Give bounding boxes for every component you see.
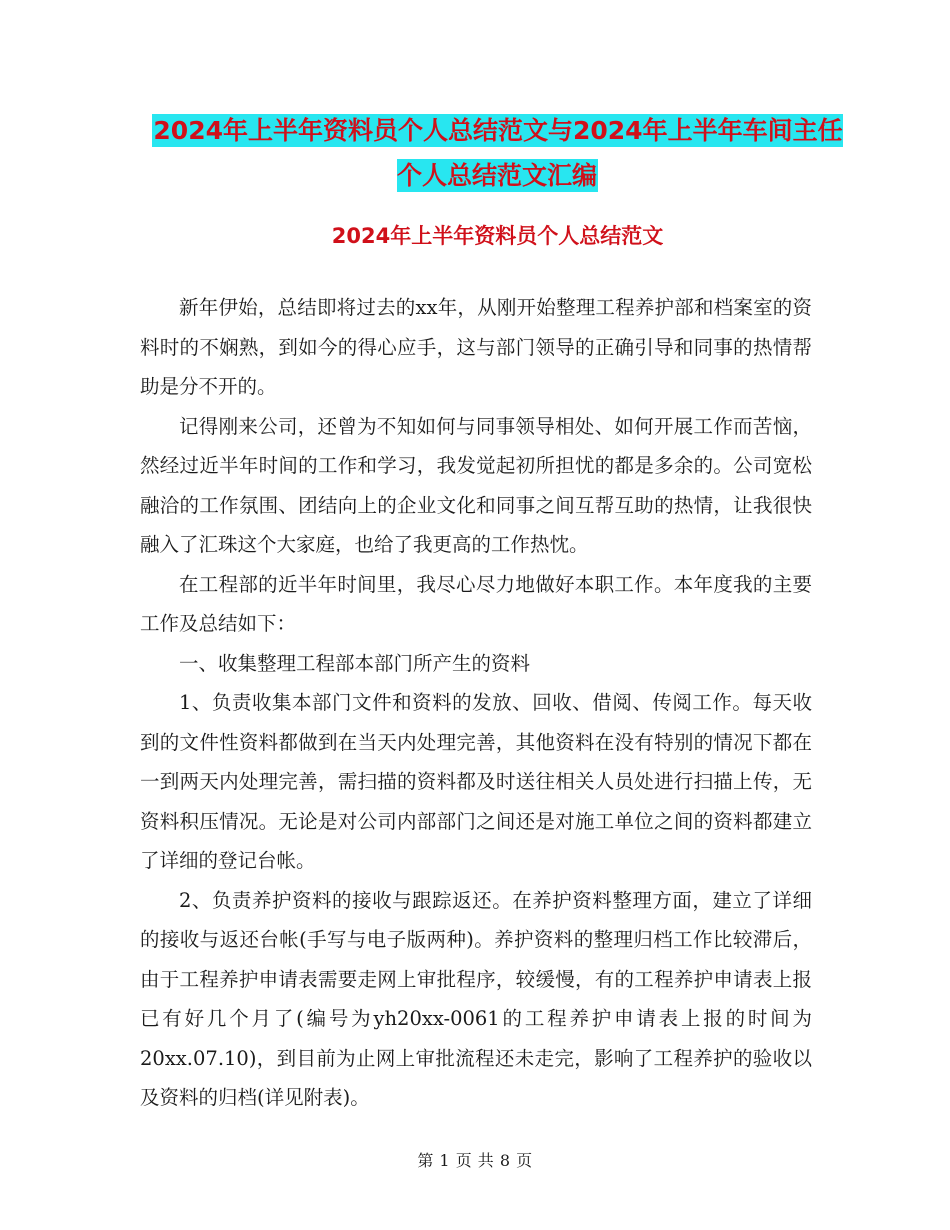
document-title	[140, 108, 855, 198]
section-title: 2024年上半年资料员个人总结范文	[331, 224, 664, 248]
document-title-text: 2024年上半年资料员个人总结范文与2024年上半年车间主任个人总结范文汇编	[153, 116, 843, 190]
paragraph: 在工程部的近半年时间里，我尽心尽力地做好本职工作。本年度我的主要工作及总结如下：	[140, 572, 812, 635]
paragraph: 1、负责收集本部门文件和资料的发放、回收、借阅、传阅工作。每天收到的文件性资料都做到在当天内处理完善，其他资料在没有特别的情况下都在一到两天内处理完善，需扫描的资料都及时送往相关人员处进行扫描上传，无资料积压情况。无论是对公司内部部门之间还是对施工单位之间的资料都建立了详细的登记台帐。	[140, 691, 812, 872]
page-footer: 第 1 页 共 8 页	[417, 1151, 533, 1170]
paragraph: 2、负责养护资料的接收与跟踪返还。在养护资料整理方面，建立了详细的接收与返还台帐(手写与电子版两种)。养护资料的整理归档工作比较滞后，由于工程养护申请表需要走网上审批程序，较缓慢，有的工程养护申请表上报已有好几个月了(编号为yh20xx-0061的工程养护申请表上报的时间为20xx.07.10)，到目前为止网上审批流程还未走完，影响了工程养护的验收以及资料的归档(详见附表)。	[140, 888, 812, 1109]
paragraph: 新年伊始，总结即将过去的xx年，从刚开始整理工程养护部和档案室的资料时的不娴熟，到如今的得心应手，这与部门领导的正确引导和同事的热情帮助是分不开的。	[140, 296, 812, 398]
paragraph: 记得刚来公司，还曾为不知如何与同事领导相处、如何开展工作而苦恼，然经过近半年时间的工作和学习，我发觉起初所担忧的都是多余的。公司宽松融洽的工作氛围、团结向上的企业文化和同事之间互帮互助的热情，让我很快融入了汇珠这个大家庭，也给了我更高的工作热忱。	[140, 414, 812, 556]
paragraph: 一、收集整理工程部本部门所产生的资料	[179, 651, 531, 675]
document-body	[140, 288, 812, 1118]
